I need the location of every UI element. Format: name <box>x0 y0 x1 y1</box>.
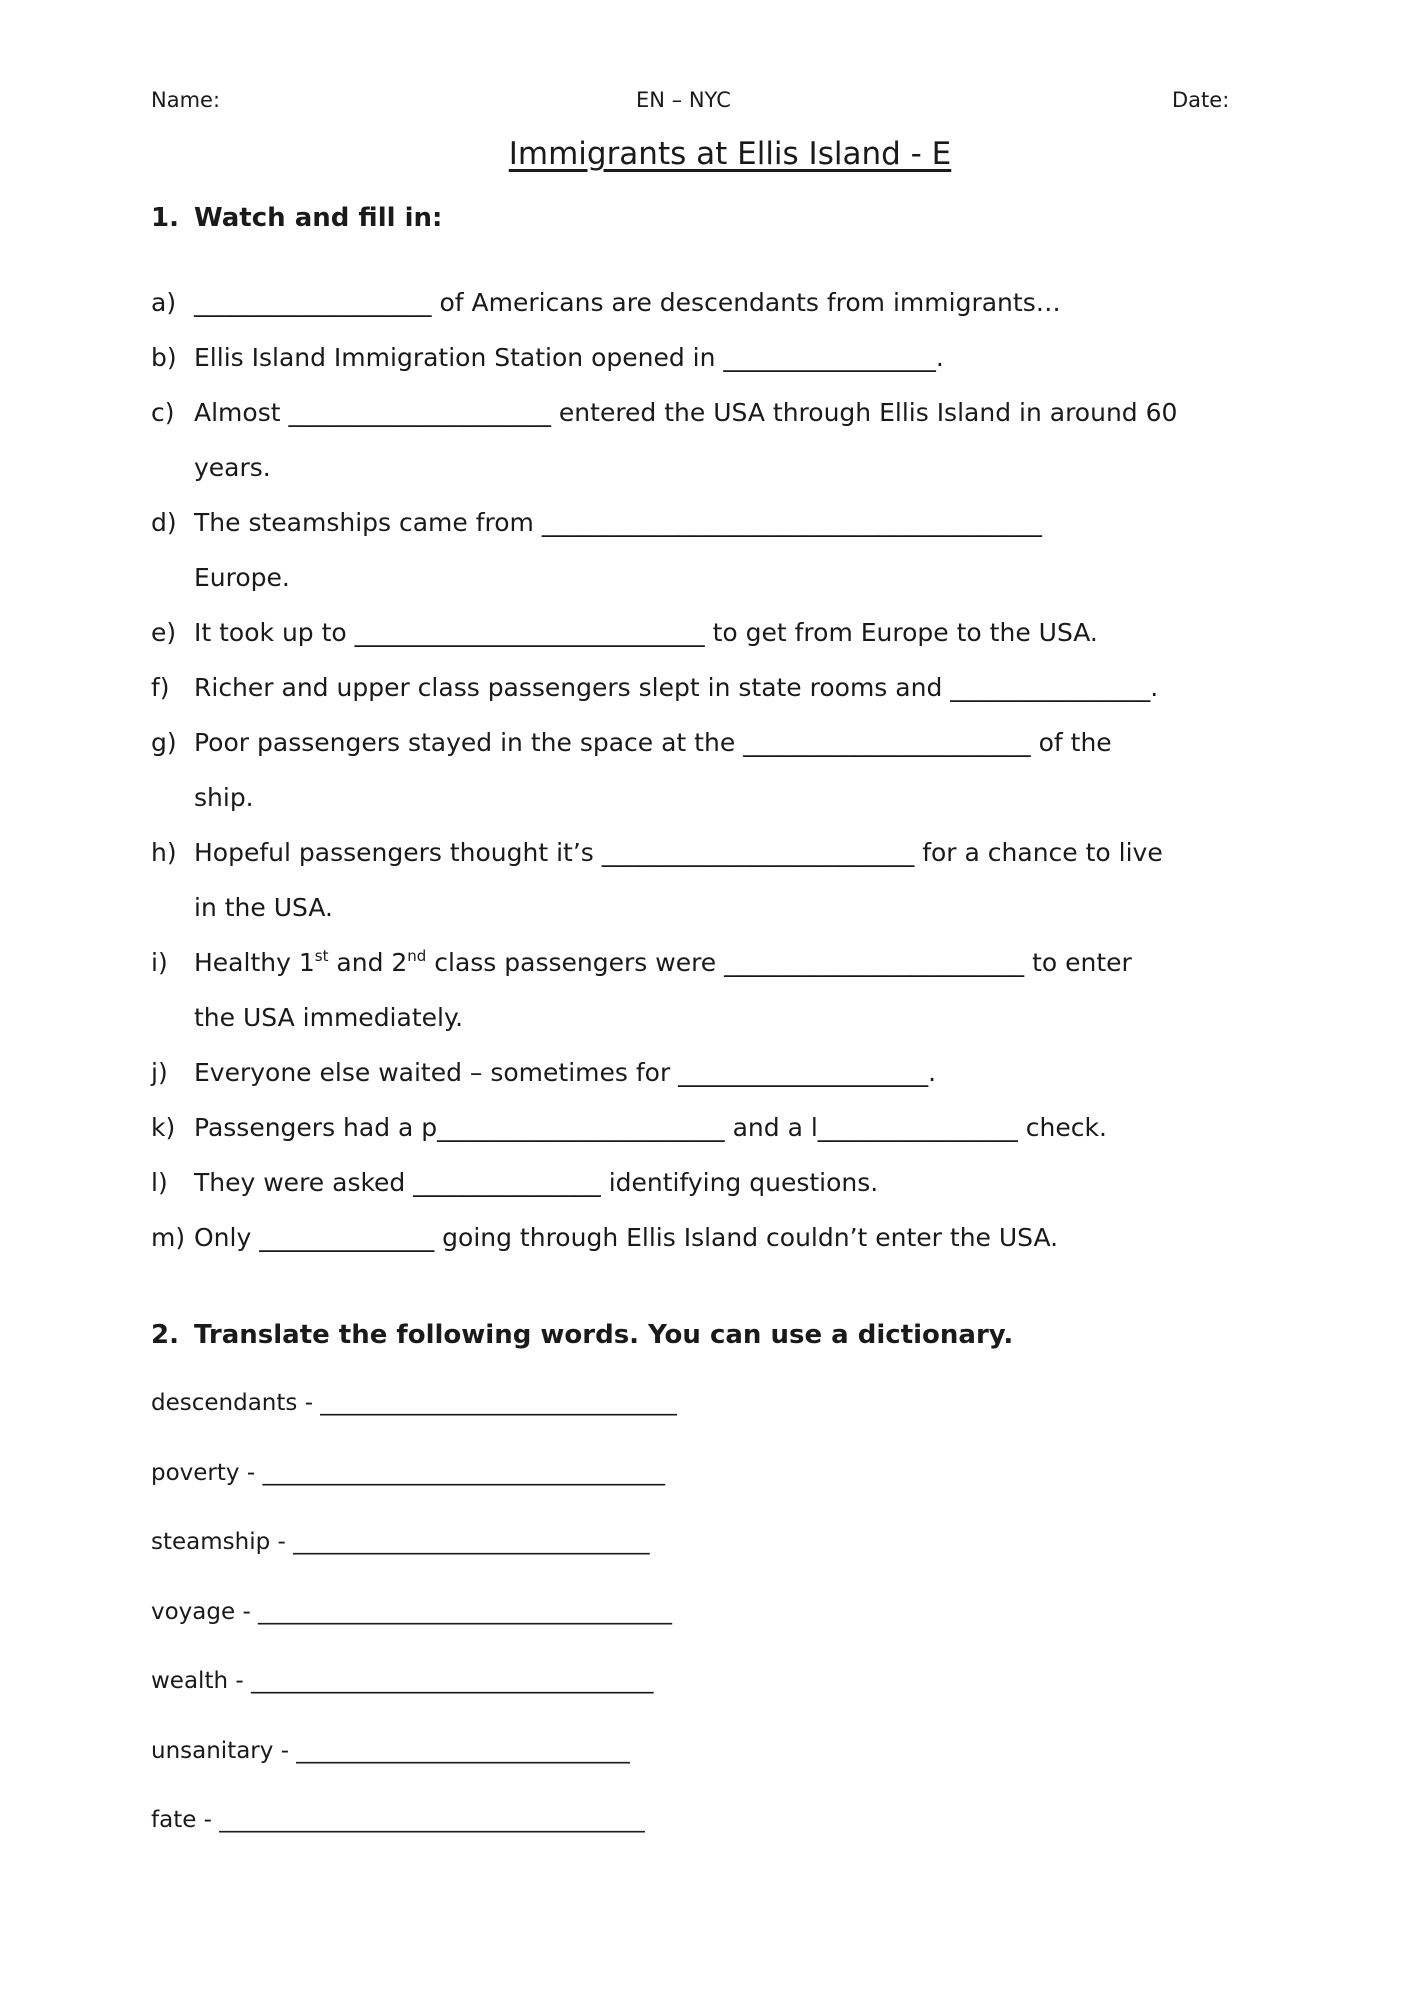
question-text: Ellis Island Immigration Station opened in _________________. <box>194 343 944 372</box>
question-label: e) <box>151 618 177 647</box>
section-1-number: 1. <box>151 203 179 233</box>
question-text: Richer and upper class passengers slept in state rooms and ________________. <box>194 673 1159 702</box>
question-e <box>151 605 1098 660</box>
question-label: f) <box>151 673 170 702</box>
question-text: Almost _____________________ entered the USA through Ellis Island in around 60 <box>194 398 1178 427</box>
question-continuation: ship. <box>194 783 254 812</box>
question-label: g) <box>151 728 177 757</box>
question-l <box>151 1155 878 1210</box>
translate-item-poverty: poverty - ___________________________________ <box>151 1460 665 1486</box>
question-text: Poor passengers stayed in the space at the _______________________ of the <box>194 728 1112 757</box>
translate-item-unsanitary: unsanitary - _____________________________ <box>151 1738 630 1764</box>
section-2-title: Translate the following words. You can use a dictionary. <box>194 1320 1014 1350</box>
question-text: Hopeful passengers thought it’s _________________________ for a chance to live <box>194 838 1163 867</box>
ordinal-suffix: nd <box>407 947 427 965</box>
question-a <box>151 275 1061 330</box>
question-label: l) <box>151 1168 168 1197</box>
question-text: ___________________ of Americans are descendants from immigrants… <box>194 288 1061 317</box>
date-label: Date: <box>1172 88 1230 112</box>
section-1-title: Watch and fill in: <box>194 203 443 233</box>
question-k <box>151 1100 1107 1155</box>
question-h <box>151 825 1163 935</box>
question-text: They were asked _______________ identifying questions. <box>194 1168 879 1197</box>
question-continuation: the USA immediately. <box>194 1003 464 1032</box>
question-label: k) <box>151 1113 176 1142</box>
question-label: a) <box>151 288 177 317</box>
question-continuation: in the USA. <box>194 893 333 922</box>
question-m <box>151 1210 1058 1265</box>
question-text: The steamships came from ________________________________________ <box>194 508 1042 537</box>
ordinal-suffix: st <box>314 947 329 965</box>
question-text: Only ______________ going through Ellis Island couldn’t enter the USA. <box>194 1223 1059 1252</box>
question-label: i) <box>151 948 168 977</box>
question-label: b) <box>151 343 177 372</box>
question-f <box>151 660 1158 715</box>
question-text: Everyone else waited – sometimes for ____________________. <box>194 1058 937 1087</box>
question-d <box>151 495 1042 605</box>
question-b <box>151 330 944 385</box>
question-text: It took up to ____________________________ to get from Europe to the USA. <box>194 618 1098 647</box>
question-continuation: years. <box>194 453 271 482</box>
question-j <box>151 1045 936 1100</box>
name-label: Name: <box>151 88 221 112</box>
translate-item-steamship: steamship - _______________________________ <box>151 1529 650 1555</box>
question-continuation: Europe. <box>194 563 290 592</box>
section-1-heading <box>151 203 442 233</box>
question-c <box>151 385 1177 495</box>
question-i <box>151 935 1132 1045</box>
question-text-part: and 2 <box>328 948 408 977</box>
question-label: h) <box>151 838 177 867</box>
course-code: EN – NYC <box>636 88 731 112</box>
section-2-number: 2. <box>151 1320 179 1350</box>
translate-item-descendants: descendants - _______________________________ <box>151 1390 677 1416</box>
translate-item-fate: fate - _____________________________________ <box>151 1807 645 1833</box>
question-label: j) <box>151 1058 168 1087</box>
question-text: Passengers had a p_______________________ and a l________________ check. <box>194 1113 1107 1142</box>
section-2-heading <box>151 1320 1013 1350</box>
translate-item-voyage: voyage - ____________________________________ <box>151 1599 673 1625</box>
question-label: c) <box>151 398 175 427</box>
question-g <box>151 715 1112 825</box>
question-text-part: Healthy 1 <box>194 948 315 977</box>
question-label: m) <box>151 1223 186 1252</box>
question-label: d) <box>151 508 177 537</box>
question-text-part: class passengers were ________________________ to enter <box>426 948 1132 977</box>
translate-item-wealth: wealth - ___________________________________ <box>151 1668 654 1694</box>
worksheet-title: Immigrants at Ellis Island - E <box>508 136 952 172</box>
